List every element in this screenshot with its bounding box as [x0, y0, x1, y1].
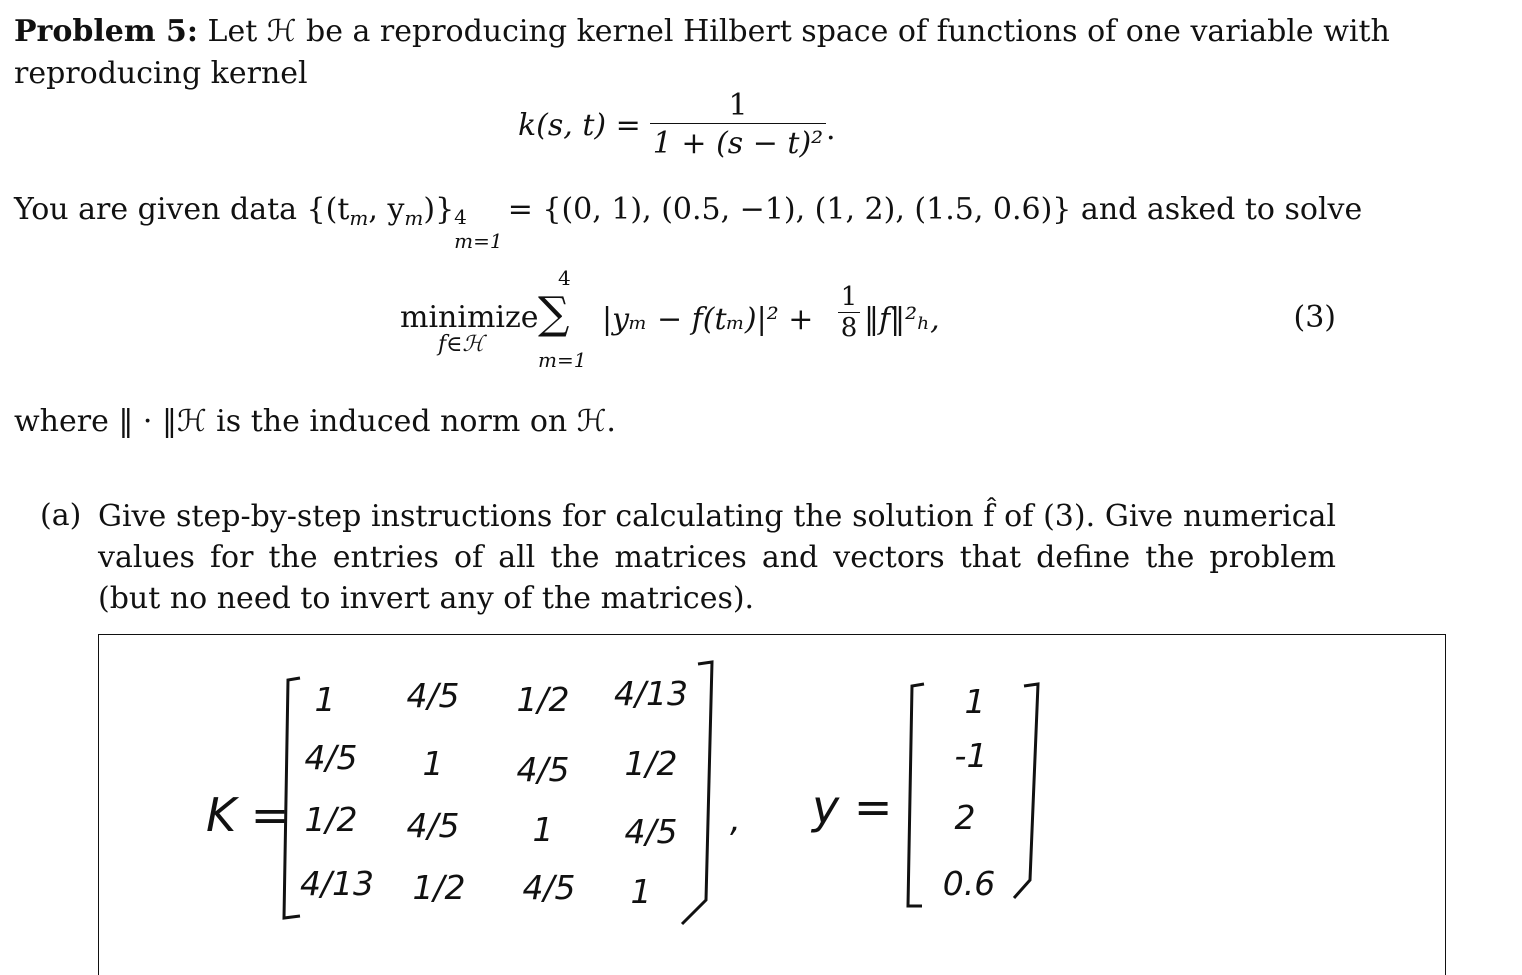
minimize-under: f∈ℋ	[438, 332, 485, 357]
reg-den: 8	[838, 312, 860, 343]
problem-line-1	[14, 14, 1390, 49]
k-cell: 4/5	[406, 676, 460, 715]
k-cell: 1	[422, 744, 444, 783]
equation-number: (3)	[1293, 300, 1336, 335]
kernel-denominator: 1 + (s − t)²	[650, 123, 826, 161]
k-cell: 1	[532, 810, 554, 849]
y-cell: -1	[954, 736, 988, 775]
sum-bottom: m=1	[538, 348, 587, 372]
k-cell: 4/5	[304, 738, 358, 777]
data-sub-m2: m	[404, 206, 424, 230]
data-line	[14, 192, 1363, 253]
kernel-numerator: 1	[728, 88, 748, 123]
sum-symbol: ∑	[538, 288, 570, 339]
k-cell: 4/5	[516, 750, 570, 789]
kernel-trail: .	[826, 112, 836, 147]
problem-intro-1: Let ℋ be a reproducing kernel Hilbert space of functions of one variable with	[207, 14, 1390, 49]
k-cell: 4/5	[522, 868, 576, 907]
kernel-fraction	[650, 88, 826, 161]
matrix-comma: ,	[730, 800, 741, 840]
sum-top: 4	[558, 266, 571, 290]
sum-term: |yₘ − f(tₘ)|² +	[602, 302, 814, 337]
k-label: K =	[206, 788, 290, 842]
y-cell: 0.6	[942, 864, 996, 903]
part-a-text: Give step-by-step instructions for calculating the solution f̂ of (3). Give numerical values for the entries of all the matrices and vectors that define the problem (but no need to invert any of the matrices).	[98, 499, 1336, 616]
data-text-mid: , y	[368, 192, 405, 227]
y-label: y =	[812, 780, 893, 834]
k-cell: 4/5	[624, 812, 678, 851]
minimize-word: minimize	[400, 300, 539, 335]
norm-term: ‖f‖²ₕ,	[864, 302, 940, 337]
y-cell: 2	[954, 798, 976, 837]
where-line: where ‖ · ‖ℋ is the induced norm on ℋ.	[14, 404, 616, 439]
part-a-label: (a)	[40, 498, 82, 533]
k-cell: 1	[314, 680, 336, 719]
y-cell: 1	[964, 682, 986, 721]
regularization-fraction	[838, 282, 860, 343]
data-sup: 4	[454, 205, 467, 229]
problem-line-2: reproducing kernel	[14, 56, 308, 91]
problem-label: Problem 5:	[14, 14, 198, 49]
k-cell: 1/2	[412, 868, 466, 907]
data-text-close: )}	[423, 192, 455, 227]
data-sub-range: m=1	[454, 229, 503, 253]
data-text-before: You are given data {(t	[14, 192, 350, 227]
k-cell: 4/13	[299, 864, 375, 903]
k-cell: 1/2	[516, 680, 570, 719]
k-cell: 1	[630, 872, 652, 911]
data-sub-m: m	[349, 206, 369, 230]
data-text-after: = {(0, 1), (0.5, −1), (1, 2), (1.5, 0.6)} and asked to solve	[498, 192, 1363, 227]
k-cell: 4/5	[406, 806, 460, 845]
k-cell: 1/2	[304, 800, 358, 839]
k-cell: 1/2	[624, 744, 678, 783]
reg-num: 1	[840, 282, 858, 312]
k-cell: 4/13	[613, 674, 689, 713]
kernel-lhs: k(s, t) =	[518, 108, 641, 143]
